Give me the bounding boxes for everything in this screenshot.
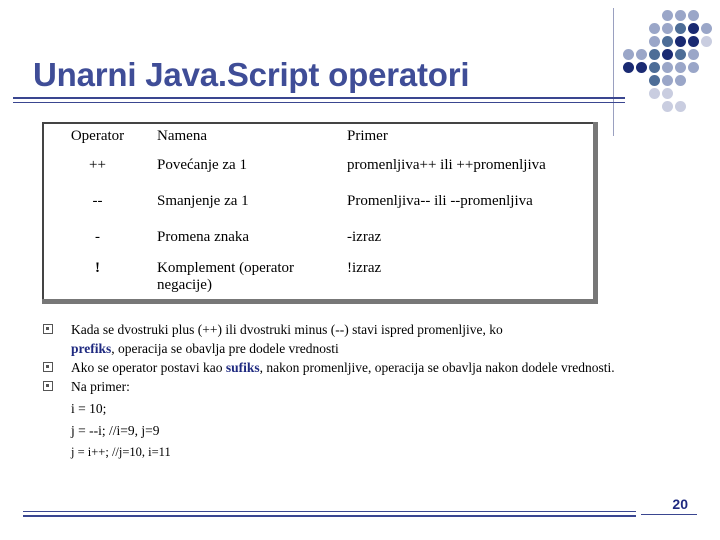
bullet-text: , operacija se obavlja pre dodele vrednosti — [111, 341, 339, 356]
title-rule-thin — [13, 102, 625, 103]
decor-dot — [675, 101, 686, 112]
cell-namena: Povećanje za 1 — [157, 157, 247, 173]
cell-primer: -izraz — [347, 229, 382, 245]
decor-dot — [662, 49, 673, 60]
code-line: i = 10; — [71, 401, 107, 416]
decor-dot — [688, 36, 699, 47]
bullet-box-icon — [43, 324, 53, 334]
decor-dot — [701, 23, 712, 34]
decor-dot-grid — [623, 10, 719, 120]
page-number: 20 — [672, 496, 688, 512]
decor-dot — [675, 36, 686, 47]
code-line: j = --i; //i=9, j=9 — [71, 423, 160, 438]
cell-primer: !izraz — [347, 260, 382, 276]
keyword-prefiks: prefiks — [71, 341, 112, 356]
decor-dot — [662, 62, 673, 73]
decor-dot — [636, 62, 647, 73]
decor-dot — [649, 23, 660, 34]
bullet-text: Kada se dvostruki plus (++) ili dvostruki minus (--) stavi ispred promenljive, ko — [71, 322, 503, 337]
table-row — [43, 189, 596, 225]
bullet-item — [43, 320, 623, 358]
header-namena: Namena — [157, 128, 207, 144]
page-number-rule — [641, 514, 697, 515]
decor-dot — [688, 23, 699, 34]
bullet-text: , nakon promenljive, operacija se obavlja nakon dodele vrednosti. — [259, 360, 615, 375]
decor-dot — [675, 49, 686, 60]
decor-dot — [675, 23, 686, 34]
decor-dot — [623, 49, 634, 60]
footer-rule-thick — [23, 515, 636, 517]
decor-dot — [649, 75, 660, 86]
table-header-row — [43, 123, 596, 153]
decor-dot — [675, 75, 686, 86]
bullet-box-icon — [43, 362, 53, 372]
decor-dot — [623, 62, 634, 73]
keyword-sufiks: sufiks — [225, 360, 260, 375]
decor-dot — [649, 62, 660, 73]
table-row — [43, 256, 596, 302]
bullet-text: Ako se operator postavi kao — [71, 360, 226, 375]
decor-dot — [649, 49, 660, 60]
decor-dot — [649, 36, 660, 47]
cell-operator: ++ — [89, 157, 106, 173]
decor-dot — [662, 101, 673, 112]
decor-dot — [662, 23, 673, 34]
table-row — [43, 225, 596, 256]
decor-dot — [662, 10, 673, 21]
header-operator: Operator — [70, 128, 125, 144]
cell-namena: Promena znaka — [157, 229, 250, 245]
cell-primer: promenljiva++ ili ++promenljiva — [347, 157, 546, 173]
decor-dot — [688, 62, 699, 73]
decor-dot — [688, 49, 699, 60]
cell-namena: Smanjenje za 1 — [157, 193, 249, 209]
slide-title: Unarni Java.Script operatori — [33, 56, 470, 93]
bullet-list — [43, 320, 623, 462]
decor-dot — [662, 75, 673, 86]
table-row — [43, 153, 596, 189]
cell-operator: - — [95, 229, 100, 245]
bullet-box-icon — [43, 381, 53, 391]
decor-vertical-line — [613, 8, 614, 136]
decor-dot — [662, 88, 673, 99]
decor-dot — [649, 88, 660, 99]
cell-operator: -- — [92, 193, 103, 209]
decor-dot — [675, 10, 686, 21]
decor-dot — [675, 62, 686, 73]
operators-table — [42, 122, 598, 304]
bullet-item — [43, 358, 623, 377]
cell-namena: Komplement (operator negacije) — [157, 260, 295, 293]
decor-dot — [636, 49, 647, 60]
title-rule — [13, 97, 625, 99]
decor-dot — [662, 36, 673, 47]
cell-operator: ! — [95, 260, 100, 276]
code-line: j = i++; //j=10, i=11 — [71, 445, 171, 459]
bullet-item — [43, 377, 623, 396]
header-primer: Primer — [347, 128, 388, 144]
decor-dot — [701, 36, 712, 47]
bullet-text: Na primer: — [71, 379, 130, 394]
cell-primer: Promenljiva-- ili --promenljiva — [347, 193, 533, 209]
footer-rule — [23, 511, 636, 512]
decor-dot — [688, 10, 699, 21]
